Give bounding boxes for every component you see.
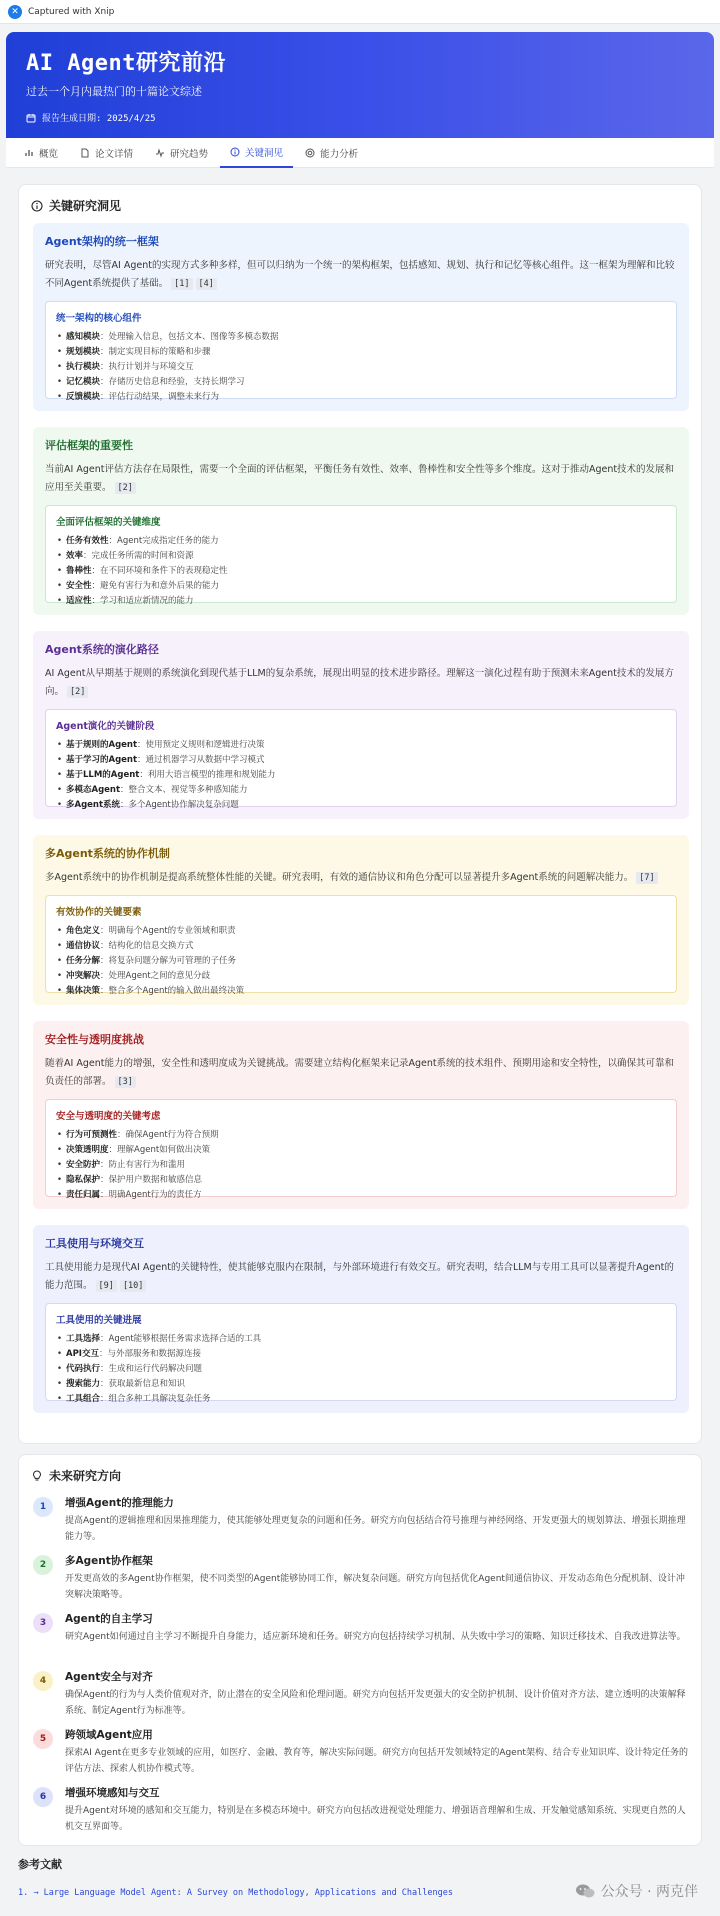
- insight-detail-box: [45, 1303, 677, 1404]
- list-item: • 隐私保护：保护用户数据和敏感信息: [56, 1173, 666, 1188]
- detail-list: [56, 738, 666, 813]
- direction-number: 3: [33, 1613, 53, 1633]
- future-title: [31, 1467, 121, 1484]
- future-direction-item: [33, 1669, 689, 1720]
- insight-section: [33, 1225, 689, 1413]
- target-icon: [305, 148, 315, 158]
- section-text: 当前AI Agent评估方法存在局限性，需要一个全面的评估框架，平衡任务有效性、效率、鲁棒性和安全性等多个维度。这对于推动Agent技术的发展和应用至关重要。 [2]: [45, 464, 675, 493]
- citation[interactable]: [1]: [171, 278, 192, 290]
- list-item: • API交互：与外部服务和数据源连接: [56, 1347, 666, 1362]
- tab-capability-analysis[interactable]: [295, 138, 368, 168]
- future-direction-item: [33, 1727, 689, 1778]
- tab-label: 研究趋势: [170, 148, 209, 160]
- direction-title: 跨领域Agent应用: [65, 1729, 153, 1741]
- list-item: • 决策透明度：理解Agent如何做出决策: [56, 1143, 666, 1158]
- capture-label: Captured with Xnip: [28, 6, 115, 17]
- list-item: • 通信协议：结构化的信息交换方式: [56, 939, 666, 954]
- direction-title: 增强Agent的推理能力: [65, 1497, 174, 1509]
- list-item: • 记忆模块：存储历史信息和经验，支持长期学习: [56, 375, 666, 390]
- future-direction-item: [33, 1785, 689, 1836]
- future-direction-item: [33, 1553, 689, 1604]
- detail-list: [56, 534, 666, 609]
- list-item: • 感知模块：处理输入信息，包括文本、图像等多模态数据: [56, 330, 666, 345]
- insight-section: [33, 223, 689, 411]
- page-title: AI Agent研究前沿: [26, 51, 226, 76]
- insight-detail-box: [45, 895, 677, 996]
- list-item: • 集体决策：整合多个Agent的输入做出最终决策: [56, 984, 666, 999]
- section-title: Agent架构的统一框架: [45, 235, 159, 248]
- list-item: • 效率：完成任务所需的时间和资源: [56, 549, 666, 564]
- list-item: • 多Agent系统：多个Agent协作解决复杂问题: [56, 798, 666, 813]
- section-text: 多Agent系统中的协作机制是提高系统整体性能的关键。研究表明，有效的通信协议和角色分配可以显著提升多Agent系统的问题解决能力。 [7]: [45, 869, 677, 887]
- insight-detail-box: [45, 301, 677, 402]
- direction-title: 增强环境感知与交互: [65, 1787, 160, 1799]
- section-title: 评估框架的重要性: [45, 439, 133, 452]
- insight-detail-box: [45, 505, 677, 606]
- list-item: • 责任归属：明确Agent行为的责任方: [56, 1188, 666, 1203]
- section-text: 工具使用能力是现代AI Agent的关键特性，使其能够克服内在限制，与外部环境进行有效交互。研究表明，结合LLM与专用工具可以显著提升Agent的能力范围。 [9] [10]: [45, 1262, 674, 1291]
- reference-link[interactable]: 1. → Large Language Model Agent: A Survey on Methodology, Applications and Challenges: [18, 1888, 453, 1898]
- detail-list: [56, 1128, 666, 1203]
- direction-title: 多Agent协作框架: [65, 1555, 153, 1567]
- detail-box-title: 统一架构的核心组件: [56, 313, 142, 324]
- detail-list: [56, 924, 666, 999]
- section-title: 安全性与透明度挑战: [45, 1033, 144, 1046]
- detail-list: [56, 330, 666, 405]
- list-item: • 角色定义：明确每个Agent的专业领域和职责: [56, 924, 666, 939]
- list-item: • 基于学习的Agent：通过机器学习从数据中学习模式: [56, 753, 666, 768]
- lightbulb-icon: [31, 1470, 43, 1482]
- list-item: • 安全性：避免有害行为和意外后果的能力: [56, 579, 666, 594]
- report-header: [6, 32, 714, 138]
- tab-label: 概览: [39, 148, 59, 160]
- future-title-text: 未来研究方向: [49, 1469, 122, 1483]
- report-date: [26, 111, 694, 124]
- direction-title: Agent的自主学习: [65, 1613, 153, 1625]
- section-title: 多Agent系统的协作机制: [45, 847, 170, 860]
- trend-icon: [155, 148, 165, 158]
- insight-section: [33, 1021, 689, 1209]
- tab-paper-details[interactable]: [70, 138, 143, 168]
- key-insights-panel: [18, 184, 702, 1444]
- tab-bar: [6, 138, 714, 168]
- section-text: 研究表明，尽管AI Agent的实现方式多种多样，但可以归纳为一个统一的架构框架，包括感知、规划、执行和记忆等核心组件。这一框架为理解和比较不同Agent系统提供了基础。 [1] [4]: [45, 260, 675, 289]
- references-title: 参考文献: [18, 1858, 62, 1871]
- info-icon: [31, 200, 43, 212]
- future-direction-item: [33, 1611, 689, 1646]
- detail-box-title: 工具使用的关键进展: [56, 1315, 142, 1326]
- insights-title-text: 关键研究洞见: [49, 199, 122, 213]
- tab-research-trends[interactable]: [145, 138, 218, 168]
- calendar-icon: [26, 113, 36, 123]
- info-icon: [230, 147, 240, 157]
- insight-section: [33, 631, 689, 819]
- direction-text: 提升Agent对环境的感知和交互能力，特别是在多模态环境中。研究方向包括改进视觉处理能力、增强语音理解和生成、开发触觉感知系统、实现更自然的人机交互界面等。: [65, 1806, 686, 1832]
- list-item: • 任务分解：将复杂问题分解为可管理的子任务: [56, 954, 666, 969]
- list-item: • 反馈模块：评估行动结果，调整未来行为: [56, 390, 666, 405]
- insight-section: [33, 835, 689, 1005]
- list-item: • 鲁棒性：在不同环境和条件下的表现稳定性: [56, 564, 666, 579]
- direction-text: 研究Agent如何通过自主学习不断提升自身能力，适应新环境和任务。研究方向包括持续学习机制、从失败中学习的策略、知识迁移技术、自我改进算法等。: [65, 1632, 686, 1642]
- tab-label: 关键洞见: [245, 147, 284, 159]
- tab-key-insights[interactable]: [220, 138, 293, 168]
- direction-number: 2: [33, 1555, 53, 1575]
- direction-text: 探索AI Agent在更多专业领域的应用，如医疗、金融、教育等，解决实际问题。研究方向包括开发领域特定的Agent架构、结合专业知识库、设计特定任务的评估方法、探索人机协作模式等。: [65, 1748, 688, 1774]
- list-item: • 执行模块：执行计划并与环境交互: [56, 360, 666, 375]
- list-item: • 任务有效性：Agent完成指定任务的能力: [56, 534, 666, 549]
- list-item: • 冲突解决：处理Agent之间的意见分歧: [56, 969, 666, 984]
- detail-box-title: 全面评估框架的关键维度: [56, 517, 161, 528]
- list-item: • 多模态Agent：整合文本、视觉等多种感知能力: [56, 783, 666, 798]
- direction-number: 1: [33, 1497, 53, 1517]
- document-icon: [80, 148, 90, 158]
- citation[interactable]: [2]: [67, 686, 88, 698]
- list-item: • 安全防护：防止有害行为和滥用: [56, 1158, 666, 1173]
- citation[interactable]: [4]: [196, 278, 217, 290]
- wechat-icon: [575, 1883, 595, 1899]
- list-item: • 工具选择：Agent能够根据任务需求选择合适的工具: [56, 1332, 666, 1347]
- watermark: [575, 1881, 698, 1901]
- insights-title: [31, 197, 121, 214]
- capture-bar: [0, 0, 720, 24]
- list-item: • 基于LLM的Agent：利用大语言模型的推理和规划能力: [56, 768, 666, 783]
- citation[interactable]: [9]: [96, 1280, 117, 1292]
- list-item: • 规划模块：制定实现目标的策略和步骤: [56, 345, 666, 360]
- list-item: • 行为可预测性：确保Agent行为符合预期: [56, 1128, 666, 1143]
- list-item: • 基于规则的Agent：使用预定义规则和逻辑进行决策: [56, 738, 666, 753]
- citation[interactable]: [7]: [636, 872, 657, 884]
- section-title: Agent系统的演化路径: [45, 643, 159, 656]
- page-subtitle: 过去一个月内最热门的十篇论文综述: [26, 85, 202, 98]
- list-item: • 代码执行：生成和运行代码解决问题: [56, 1362, 666, 1377]
- insight-detail-box: [45, 1099, 677, 1200]
- direction-text: 开发更高效的多Agent协作框架，使不同类型的Agent能够协同工作，解决复杂问题。研究方向包括优化Agent间通信协议、开发动态角色分配机制、设计冲突解决策略等。: [65, 1574, 685, 1600]
- detail-list: [56, 1332, 666, 1407]
- citation[interactable]: [3]: [115, 1076, 136, 1088]
- section-text: 随着AI Agent能力的增强，安全性和透明度成为关键挑战。需要建立结构化框架来记录Agent系统的技术组件、预期用途和安全特性，以确保其可靠和负责任的部署。 [3]: [45, 1058, 675, 1087]
- future-direction-item: [33, 1495, 689, 1546]
- direction-number: 5: [33, 1729, 53, 1749]
- tab-overview[interactable]: [14, 138, 68, 168]
- detail-box-title: Agent演化的关键阶段: [56, 721, 155, 732]
- tab-label: 论文详情: [95, 148, 134, 160]
- citation[interactable]: [2]: [115, 482, 136, 494]
- section-text: AI Agent从早期基于规则的系统演化到现代基于LLM的复杂系统，展现出明显的技术进步路径。理解这一演化过程有助于预测未来Agent技术的发展方向。 [2]: [45, 668, 674, 697]
- watermark-text: 公众号 · 两克伴: [600, 1884, 698, 1900]
- insight-detail-box: [45, 709, 677, 810]
- direction-number: 6: [33, 1787, 53, 1807]
- list-item: • 工具组合：组合多种工具解决复杂任务: [56, 1392, 666, 1407]
- list-item: • 适应性：学习和适应新情况的能力: [56, 594, 666, 609]
- citation[interactable]: [10]: [120, 1280, 146, 1292]
- xnip-logo-icon: ✕: [8, 5, 22, 19]
- tab-label: 能力分析: [320, 148, 359, 160]
- overview-icon: [24, 148, 34, 158]
- detail-box-title: 有效协作的关键要素: [56, 907, 142, 918]
- direction-text: 确保Agent的行为与人类价值观对齐，防止潜在的安全风险和伦理问题。研究方向包括开发更强大的安全防护机制、设计价值对齐方法、建立透明的决策解释系统、制定Agent行为标准等。: [65, 1690, 686, 1716]
- insight-section: [33, 427, 689, 615]
- direction-text: 提高Agent的逻辑推理和因果推理能力，使其能够处理更复杂的问题和任务。研究方向包括结合符号推理与神经网络、开发更强大的规划算法、增强长期推理能力等。: [65, 1516, 686, 1542]
- list-item: • 搜索能力：获取最新信息和知识: [56, 1377, 666, 1392]
- direction-title: Agent安全与对齐: [65, 1671, 153, 1683]
- report-date-text: 报告生成日期: 2025/4/25: [42, 114, 156, 124]
- section-title: 工具使用与环境交互: [45, 1237, 144, 1250]
- detail-box-title: 安全与透明度的关键考虑: [56, 1111, 161, 1122]
- future-directions-panel: [18, 1454, 702, 1846]
- direction-number: 4: [33, 1671, 53, 1691]
